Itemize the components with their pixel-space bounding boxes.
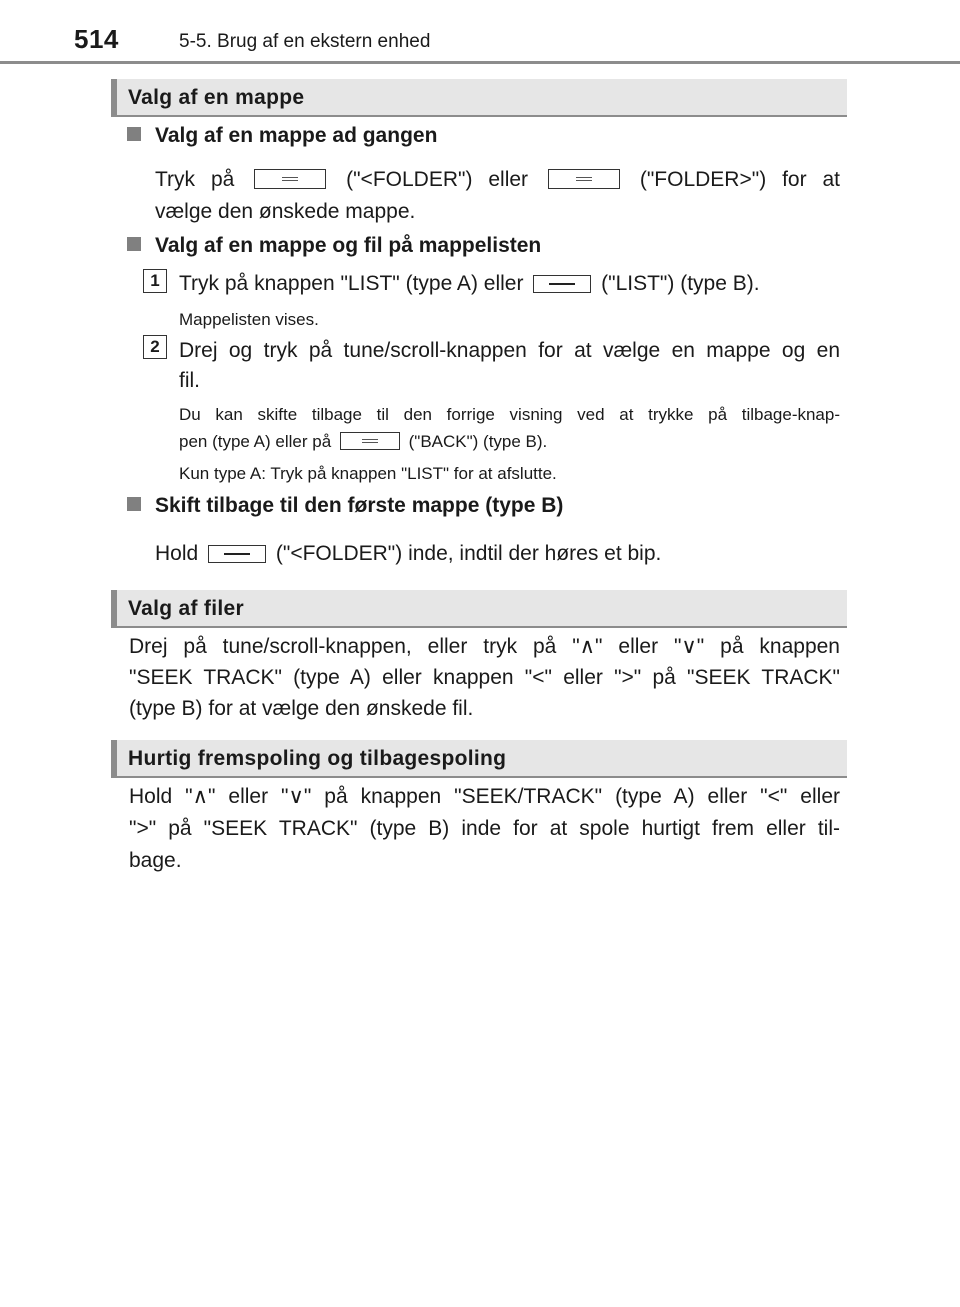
- step-number-badge: 1: [143, 269, 167, 293]
- step-note: Kun type A: Tryk på knappen "LIST" for at afslutte.: [179, 464, 557, 483]
- body-line: (type B) for at vælge den ønskede fil.: [129, 697, 474, 720]
- text-fragment: Tryk på: [155, 168, 235, 191]
- text-fragment: ("FOLDER>") for at: [639, 168, 840, 191]
- text-fragment: ("BACK") (type B).: [408, 432, 548, 451]
- button-glyph: [282, 177, 298, 181]
- preset-button-icon: [548, 169, 620, 189]
- step-text: fil.: [179, 369, 200, 392]
- preset-button-icon: [340, 432, 400, 450]
- button-glyph: [576, 177, 592, 181]
- square-bullet-icon: [127, 497, 141, 511]
- step-text: [179, 268, 760, 300]
- instruction-line: [155, 538, 661, 570]
- subheading-text: Skift tilbage til den første mappe (type B): [155, 494, 564, 517]
- section-accent-bar: [111, 740, 117, 776]
- step-number-badge: 2: [143, 335, 167, 359]
- square-bullet-icon: [127, 127, 141, 141]
- button-glyph: [362, 439, 378, 443]
- section-accent-bar: [111, 590, 117, 626]
- section-accent-bar: [111, 79, 117, 115]
- step-note: [179, 428, 547, 455]
- step-text: Drej og tryk på tune/scroll-knappen for at vælge en mappe og en: [179, 339, 840, 362]
- instruction-line: [155, 164, 840, 196]
- section-title: Valg af filer: [128, 597, 244, 620]
- subheading-text: Valg af en mappe og fil på mappelisten: [155, 234, 542, 257]
- subheading-one-at-a-time: [127, 124, 437, 148]
- text-fragment: pen (type A) eller på: [179, 432, 332, 451]
- text-fragment: ("<FOLDER") inde, indtil der høres et bip.: [275, 542, 662, 565]
- text-fragment: Hold: [155, 542, 199, 565]
- square-bullet-icon: [127, 237, 141, 251]
- instruction-line: vælge den ønskede mappe.: [155, 200, 416, 223]
- page-header: [0, 0, 960, 66]
- step-note: Mappelisten vises.: [179, 310, 319, 329]
- section-heading-folder: [111, 79, 847, 117]
- subheading-text: Valg af en mappe ad gangen: [155, 124, 438, 147]
- text-fragment: ("LIST") (type B).: [601, 272, 760, 295]
- section-title: Hurtig fremspoling og tilbagespoling: [128, 747, 507, 770]
- button-glyph: [549, 283, 575, 285]
- section-heading-fastforward: [111, 740, 847, 778]
- body-line: ">" på "SEEK TRACK" (type B) inde for at spole hurtigt frem eller til-: [129, 817, 840, 840]
- body-line: bage.: [129, 849, 182, 872]
- preset-button-icon: [208, 545, 266, 563]
- body-line: "SEEK TRACK" (type A) eller knappen "<" eller ">" på "SEEK TRACK": [129, 666, 840, 689]
- preset-button-icon: [254, 169, 326, 189]
- step-note: Du kan skifte tilbage til den forrige visning ved at trykke på tilbage-knap-: [179, 405, 840, 424]
- text-fragment: Tryk på knappen "LIST" (type A) eller: [179, 272, 524, 295]
- subheading-from-list: [127, 234, 541, 258]
- preset-button-icon: [533, 275, 591, 293]
- section-heading-files: [111, 590, 847, 628]
- body-line: Hold "∧" eller "∨" på knappen "SEEK/TRACK" (type A) eller "<" eller: [129, 785, 840, 808]
- header-divider: [0, 61, 960, 64]
- page-number: 514: [74, 24, 119, 54]
- text-fragment: ("<FOLDER") eller: [346, 168, 529, 191]
- body-line: Drej på tune/scroll-knappen, eller tryk på "∧" eller "∨" på knappen: [129, 635, 840, 658]
- button-glyph: [224, 553, 250, 555]
- section-title: Valg af en mappe: [128, 86, 305, 109]
- subheading-back-to-first: [127, 494, 563, 518]
- chapter-title: 5-5. Brug af en ekstern enhed: [179, 31, 431, 52]
